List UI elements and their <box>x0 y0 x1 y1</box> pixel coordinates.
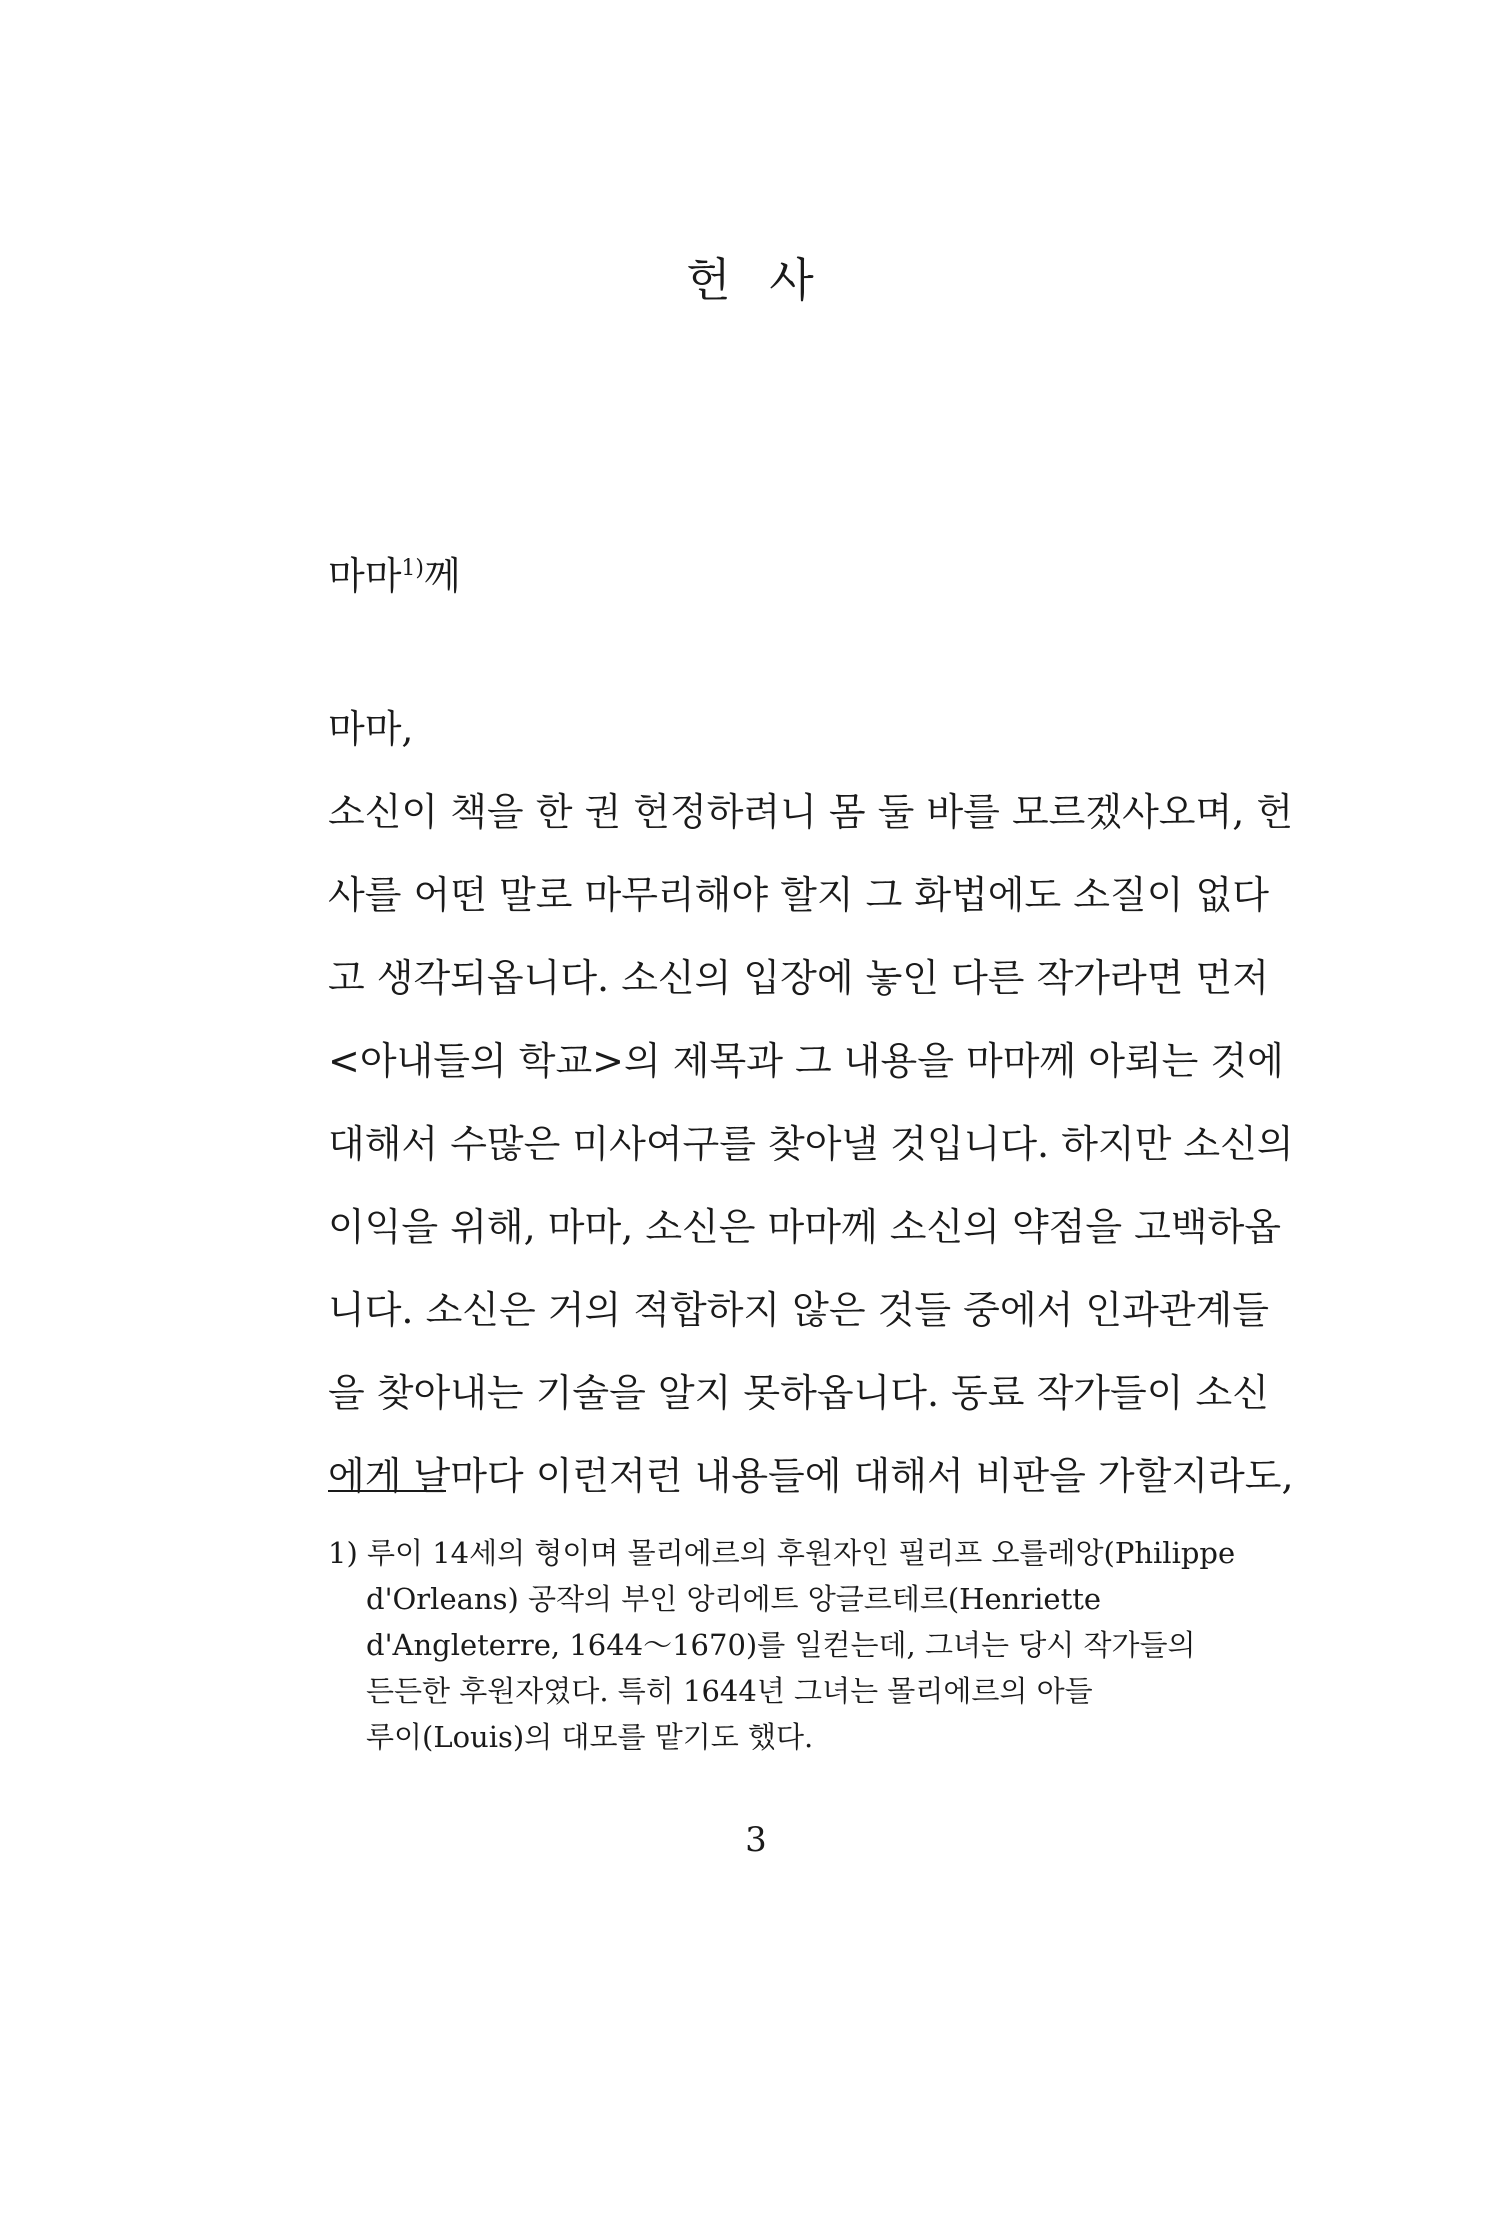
body-line: 사를 어떤 말로 마무리해야 할지 그 화법에도 소질이 없다 <box>328 873 1269 917</box>
salutation-suffix: 께 <box>424 554 461 598</box>
footnote-line: d'Orleans) 공작의 부인 앙리에트 앙글르테르(Henriette <box>366 1582 1102 1616</box>
body-line: 이익을 위해, 마마, 소신은 마마께 소신의 약점을 고백하옵 <box>328 1205 1281 1249</box>
footnote-line: 든든한 후원자였다. 특히 1644년 그녀는 몰리에르의 아들 <box>366 1674 1093 1708</box>
body-line: <아내들의 학교>의 제목과 그 내용을 마마께 아뢰는 것에 <box>328 1039 1284 1083</box>
body-line: 마마, <box>328 707 414 751</box>
body-line: 을 찾아내는 기술을 알지 못하옵니다. 동료 작가들이 소신 <box>328 1371 1269 1415</box>
salutation-text: 마마 <box>328 554 402 598</box>
body-line: 대해서 수많은 미사여구를 찾아낼 것입니다. 하지만 소신의 <box>328 1122 1294 1166</box>
page-title: 헌 사 <box>686 253 826 307</box>
footnote-block <box>328 1530 1268 1760</box>
footnote-line: 1) 루이 14세의 형이며 몰리에르의 후원자인 필리프 오를레앙(Philippe <box>328 1536 1236 1570</box>
footnote-reference[interactable]: 1) <box>401 556 425 581</box>
footnote-line: 루이(Louis)의 대모를 맡기도 했다. <box>366 1720 814 1754</box>
salutation <box>328 550 461 602</box>
footnote-line: d'Angleterre, 1644～1670)를 일컫는데, 그녀는 당시 작가들의 <box>366 1628 1196 1662</box>
dedication-body <box>328 688 1294 1518</box>
body-line: 에게 날마다 이런저런 내용들에 대해서 비판을 가할지라도, <box>328 1454 1294 1498</box>
page-number: 3 <box>745 1820 767 1860</box>
body-line: 니다. 소신은 거의 적합하지 않은 것들 중에서 인과관계들 <box>328 1288 1269 1332</box>
body-line: 소신이 책을 한 권 헌정하려니 몸 둘 바를 모르겠사오며, 헌 <box>328 790 1294 834</box>
footnote-divider <box>328 1490 446 1492</box>
body-line: 고 생각되옵니다. 소신의 입장에 놓인 다른 작가라면 먼저 <box>328 956 1269 1000</box>
